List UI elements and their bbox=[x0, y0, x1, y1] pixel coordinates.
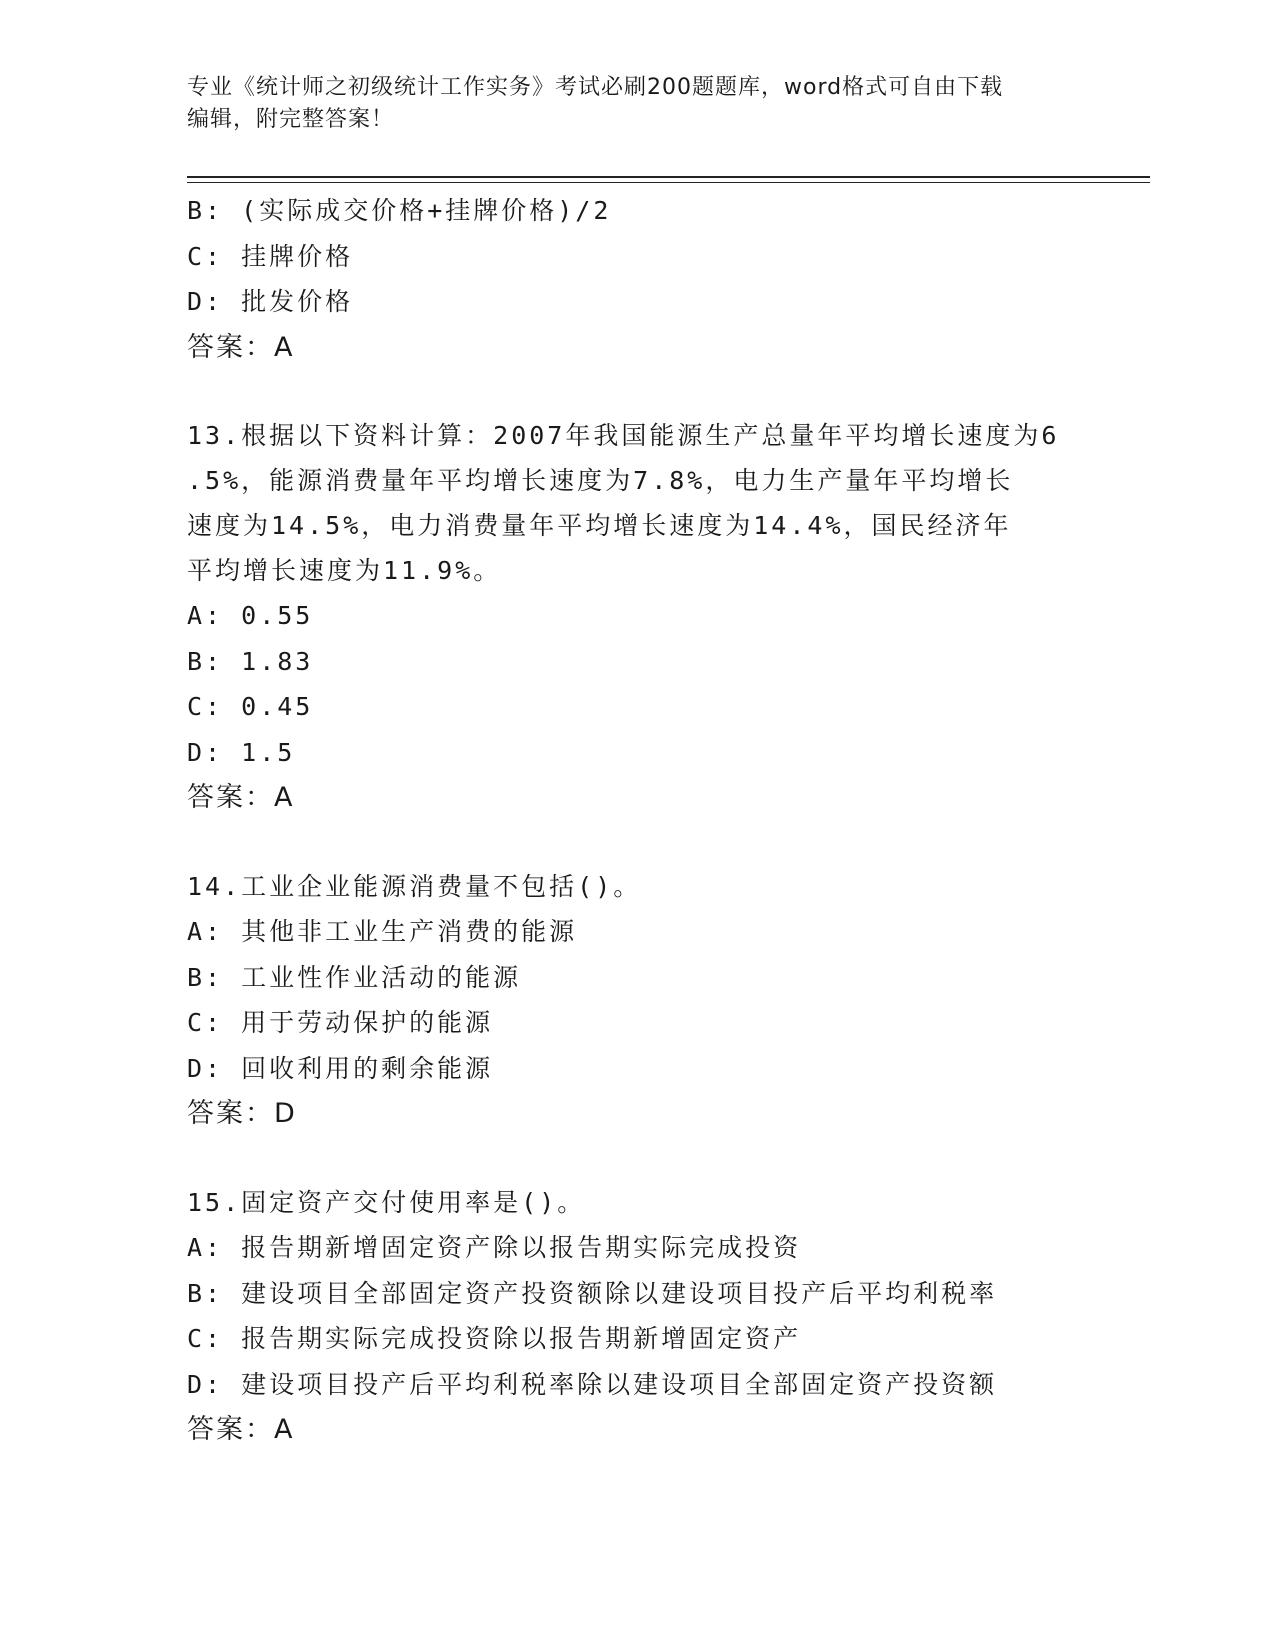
option-a: A: 0.55 bbox=[187, 601, 314, 630]
question-13 bbox=[187, 413, 1087, 821]
option-c: C: 0.45 bbox=[187, 692, 314, 721]
question-content bbox=[187, 188, 1087, 1453]
option-a: A: 报告期新增固定资产除以报告期实际完成投资 bbox=[187, 1233, 802, 1262]
option-d: D: 建设项目投产后平均利税率除以建设项目全部固定资产投资额 bbox=[187, 1369, 998, 1399]
header-line-2: 编辑，附完整答案！ bbox=[187, 107, 395, 132]
option-b: B: 1.83 bbox=[187, 646, 314, 676]
option-d: D: 回收利用的剩余能源 bbox=[187, 1053, 494, 1083]
option-d: D: 批发价格 bbox=[187, 287, 354, 316]
question-12-tail bbox=[187, 188, 1087, 370]
option-d: D: 1.5 bbox=[187, 737, 296, 767]
option-b: B: 工业性作业活动的能源 bbox=[187, 962, 522, 992]
question-stem: 15.固定资产交付使用率是()。 bbox=[187, 1187, 586, 1217]
header-rule-thin bbox=[187, 182, 1150, 183]
header-line-1: 专业《统计师之初级统计工作实务》考试必刷200题题库，word格式可自由下载 bbox=[187, 75, 1004, 100]
stem-line: .5%，能源消费量年平均增长速度为7.8%，电力生产量年平均增长 bbox=[187, 466, 1014, 495]
answer: 答案：A bbox=[187, 331, 295, 363]
answer: 答案：A bbox=[187, 1414, 295, 1445]
header-rule-thick bbox=[187, 176, 1150, 178]
question-stem: 14.工业企业能源消费量不包括()。 bbox=[187, 871, 642, 901]
option-c: C: 用于劳动保护的能源 bbox=[187, 1008, 494, 1037]
question-stem bbox=[187, 413, 1087, 593]
stem-line: 13.根据以下资料计算：2007年我国能源生产总量年平均增长速度为6 bbox=[187, 421, 1060, 450]
option-b: B: (实际成交价格+挂牌价格)/2 bbox=[187, 196, 612, 225]
option-a: A: 其他非工业生产消费的能源 bbox=[187, 917, 578, 946]
answer: 答案：D bbox=[187, 1098, 297, 1129]
option-c: C: 挂牌价格 bbox=[187, 241, 354, 271]
option-c: C: 报告期实际完成投资除以报告期新增固定资产 bbox=[187, 1324, 802, 1353]
answer: 答案：A bbox=[187, 782, 295, 813]
question-15 bbox=[187, 1180, 1087, 1453]
document-header bbox=[187, 72, 1087, 136]
question-14 bbox=[187, 864, 1087, 1137]
stem-line: 平均增长速度为11.9%。 bbox=[187, 556, 502, 585]
stem-line: 速度为14.5%，电力消费量年平均增长速度为14.4%，国民经济年 bbox=[187, 511, 1012, 540]
option-b: B: 建设项目全部固定资产投资额除以建设项目投产后平均利税率 bbox=[187, 1278, 998, 1308]
